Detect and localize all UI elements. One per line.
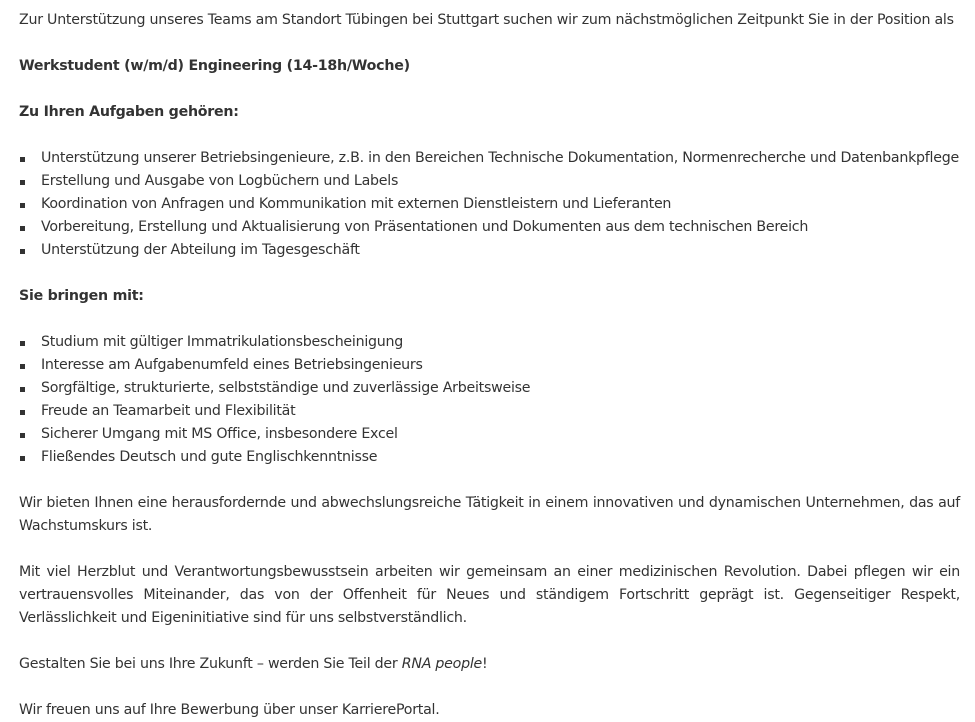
bullet-icon [20, 157, 25, 162]
bullet-icon [20, 341, 25, 346]
list-item: Vorbereitung, Erstellung und Aktualisierung von Präsentationen und Dokumenten aus dem technischen Bereich [19, 216, 960, 239]
closing-text: Gestalten Sie bei uns Ihre Zukunft – werden Sie Teil der [19, 656, 402, 672]
rna-people-emphasis: RNA people [401, 656, 483, 672]
list-item: Fließendes Deutsch und gute Englischkenntnisse [19, 446, 960, 469]
culture-paragraph: Mit viel Herzblut und Verantwortungsbewusstsein arbeiten wir gemeinsam an einer medizinischen Revolution. Dabei pflegen wir ein vertrauensvolles Miteinander, das von der Offenheit für Neues und ständigem Fortschritt geprägt ist. Gegenseitiger Respekt, Verlässlichkeit und Eigeninitiative sind für uns selbstverständlich. [19, 564, 960, 626]
bullet-icon [20, 433, 25, 438]
list-item: Sorgfältige, strukturierte, selbstständige und zuverlässige Arbeitsweise [19, 377, 960, 400]
bullet-icon [20, 387, 25, 392]
bullet-icon [20, 180, 25, 185]
list-item: Studium mit gültiger Immatrikulationsbescheinigung [19, 331, 960, 354]
bullet-icon [20, 226, 25, 231]
tasks-heading: Zu Ihren Aufgaben gehören: [19, 104, 239, 120]
bullet-icon [20, 249, 25, 254]
bullet-icon [20, 203, 25, 208]
requirements-heading: Sie bringen mit: [19, 288, 144, 304]
list-item: Unterstützung unserer Betriebsingenieure, z.B. in den Bereichen Technische Dokumentation, Normenrecherche und Datenbankpflege [19, 147, 960, 170]
list-item: Sicherer Umgang mit MS Office, insbesondere Excel [19, 423, 960, 446]
position-title: Werkstudent (w/m/d) Engineering (14-18h/Woche) [19, 58, 410, 74]
closing-exclamation: ! [482, 656, 488, 672]
bullet-icon [20, 456, 25, 461]
list-item: Freude an Teamarbeit und Flexibilität [19, 400, 960, 423]
bullet-icon [20, 410, 25, 415]
list-item: Koordination von Anfragen und Kommunikation mit externen Dienstleistern und Lieferanten [19, 193, 960, 216]
bullet-icon [20, 364, 25, 369]
tasks-list [19, 147, 960, 262]
intro-paragraph: Zur Unterstützung unseres Teams am Standort Tübingen bei Stuttgart suchen wir zum nächstmöglichen Zeitpunkt Sie in der Position als [19, 12, 954, 28]
list-item: Erstellung und Ausgabe von Logbüchern und Labels [19, 170, 960, 193]
list-item: Unterstützung der Abteilung im Tagesgeschäft [19, 239, 960, 262]
application-paragraph: Wir freuen uns auf Ihre Bewerbung über unser KarrierePortal. [19, 702, 440, 718]
requirements-list [19, 331, 960, 469]
offer-paragraph: Wir bieten Ihnen eine herausfordernde und abwechslungsreiche Tätigkeit in einem innovativen und dynamischen Unternehmen, das auf Wachstumskurs ist. [19, 495, 960, 534]
list-item: Interesse am Aufgabenumfeld eines Betriebsingenieurs [19, 354, 960, 377]
closing-paragraph [19, 653, 960, 676]
